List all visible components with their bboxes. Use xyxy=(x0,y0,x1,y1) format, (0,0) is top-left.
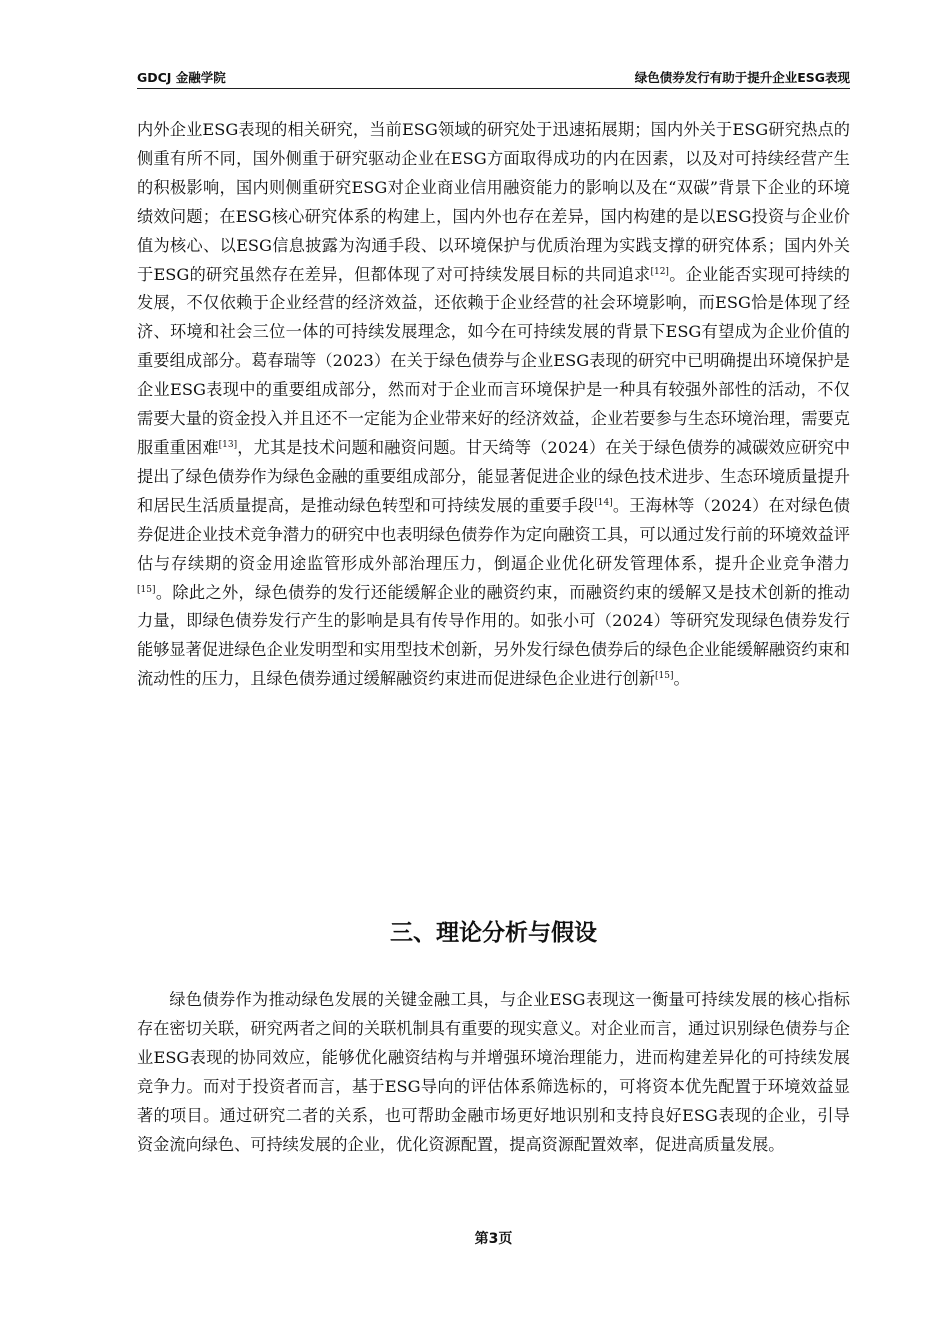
paragraph-text: 。王海林等（2024）在对绿色债券促进企业技术竞争潜力的研究中也表明绿色债券作为定向融资工具，可以通过发行前的环境效益评估与存续期的资金用途监管形成外部治理压力，倒逼企业优化研发管理体系，提升企业竞争潜力 xyxy=(137,495,850,573)
citation-ref: [14] xyxy=(594,497,613,508)
header-institution: GDCJ 金融学院 xyxy=(137,70,226,85)
running-header xyxy=(137,66,850,89)
header-paper-title: 绿色债券发行有助于提升企业ESG表现 xyxy=(634,70,850,85)
body-paragraph-1 xyxy=(137,116,850,694)
paragraph-text: 。除此之外，绿色债券的发行还能缓解企业的融资约束，而融资约束的缓解又是技术创新的推动力量，即绿色债券发行产生的影响是具有传导作用的。如张小可（2024）等研究发现绿色债券发行能够显著促进绿色企业发明型和实用型技术创新，另外发行绿色债券后的绿色企业能缓解融资约束和流动性的压力，且绿色债券通过缓解融资约束进而促进绿色企业进行创新 xyxy=(137,582,850,689)
paragraph-text: 。 xyxy=(673,669,690,689)
section-heading: 三、理论分析与假设 xyxy=(390,920,597,946)
body-paragraph-2: 绿色债券作为推动绿色发展的关键金融工具，与企业ESG表现这一衡量可持续发展的核心指标存在密切关联，研究两者之间的关联机制具有重要的现实意义。对企业而言，通过识别绿色债券与企业ESG表现的协同效应，能够优化融资结构与并增强环境治理能力，进而构建差异化的可持续发展竞争力。而对于投资者而言，基于ESG导向的评估体系筛选标的，可将资本优先配置于环境效益显著的项目。通过研究二者的关系，也可帮助金融市场更好地识别和支持良好ESG表现的企业，引导资金流向绿色、可持续发展的企业，优化资源配置，提高资源配置效率，促进高质量发展。 xyxy=(137,990,850,1154)
citation-ref: [15] xyxy=(655,671,674,682)
citation-ref: [13] xyxy=(218,439,238,450)
paragraph-text: ，尤其是技术问题和融资问题。甘天绮等（2024）在关于绿色债券的减碳效应研究中提出了绿色债券作为绿色金融的重要组成部分，能显著促进企业的绿色技术进步、生态环境质量提升和居民生活质量提高，是推动绿色转型和可持续发展的重要手段 xyxy=(137,437,851,515)
page-number: 第3页 xyxy=(474,1231,513,1247)
citation-ref: [15] xyxy=(137,584,156,595)
citation-ref: [12] xyxy=(650,266,669,277)
paragraph-text: 内外企业ESG表现的相关研究，当前ESG领域的研究处于迅速拓展期；国内外关于ESG研究热点的侧重有所不同，国外侧重于研究驱动企业在ESG方面取得成功的内在因素，以及对可持续经营产生的积极影响，国内则侧重研究ESG对企业商业信用融资能力的影响以及在“双碳”背景下企业的环境绩效问题；在ESG核心研究体系的构建上，国内外也存在差异，国内构建的是以ESG投资与企业价值为核心、以ESG信息披露为沟通手段、以环境保护与优质治理为实践支撑的研究体系；国内外关于ESG的研究虽然存在差异，但都体现了对可持续发展目标的共同追求 xyxy=(137,120,850,284)
paragraph-text: 。企业能否实现可持续的发展，不仅依赖于企业经营的经济效益，还依赖于企业经营的社会环境影响，而ESG恰是体现了经济、环境和社会三位一体的可持续发展理念，如今在可持续发展的背景下ESG有望成为企业价值的重要组成部分。葛春瑞等（2023）在关于绿色债券与企业ESG表现的研究中已明确提出环境保护是企业ESG表现中的重要组成部分，然而对于企业而言环境保护是一种具有较强外部性的活动，不仅需要大量的资金投入并且还不一定能为企业带来好的经济效益，企业若要参与生态环境治理，需要克服重重困难 xyxy=(137,264,850,457)
